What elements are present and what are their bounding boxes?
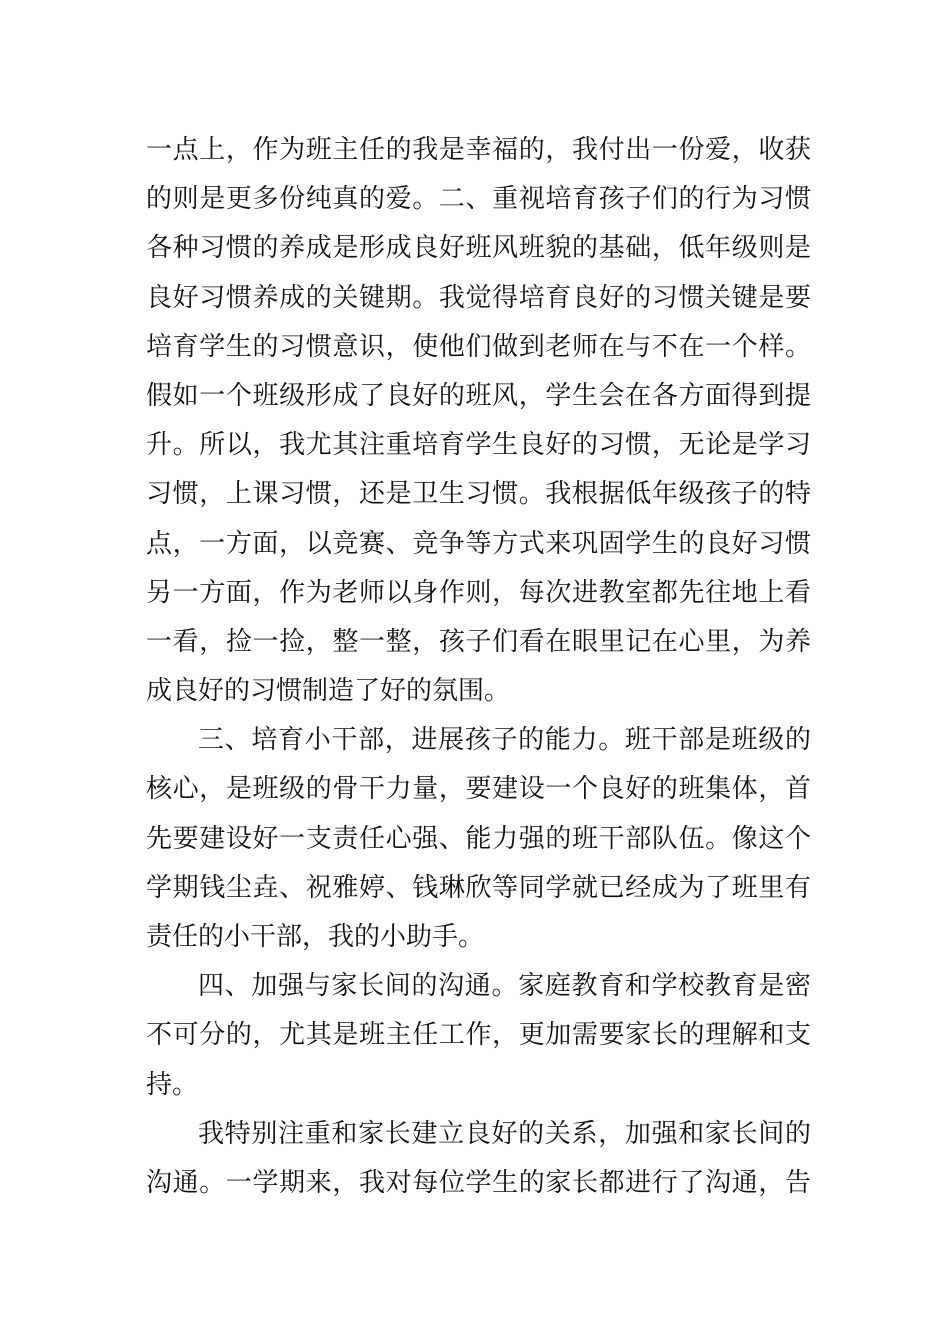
text-line: 核心，是班级的骨干力量，要建设一个良好的班集体，首 <box>146 774 811 805</box>
text-line: 一看，捡一捡，整一整，孩子们看在眼里记在心里，为养 <box>146 626 811 657</box>
text-line: 不可分的，尤其是班主任工作，更加需要家长的理解和支 <box>146 1020 811 1051</box>
text-line: 先要建设好一支责任心强、能力强的班干部队伍。像这个 <box>146 823 811 854</box>
text-line: 三、培育小干部，进展孩子的能力。班干部是班级的 <box>198 725 811 756</box>
text-line: 习惯，上课习惯，还是卫生习惯。我根据低年级孩子的特 <box>146 479 811 510</box>
text-line: 各种习惯的养成是形成良好班风班貌的基础，低年级则是 <box>146 233 811 264</box>
text-line: 成良好的习惯制造了好的氛围。 <box>146 676 511 707</box>
text-line: 培育学生的习惯意识，使他们做到老师在与不在一个样。 <box>146 331 811 362</box>
body-text <box>146 126 811 1208</box>
text-line: 学期钱尘垚、祝雅婷、钱琳欣等同学就已经成为了班里有 <box>146 872 811 903</box>
text-line: 另一方面，作为老师以身作则，每次进教室都先往地上看 <box>146 577 811 608</box>
text-line: 升。所以，我尤其注重培育学生良好的习惯，无论是学习 <box>146 430 811 461</box>
text-line: 良好习惯养成的关键期。我觉得培育良好的习惯关键是要 <box>146 282 811 313</box>
text-line: 假如一个班级形成了良好的班风，学生会在各方面得到提 <box>146 380 811 411</box>
text-line: 我特别注重和家长建立良好的关系，加强和家长间的 <box>198 1118 811 1149</box>
text-line: 沟通。一学期来，我对每位学生的家长都进行了沟通，告 <box>146 1167 811 1198</box>
text-line: 一点上，作为班主任的我是幸福的，我付出一份爱，收获 <box>146 135 811 165</box>
text-line: 点，一方面，以竞赛、竞争等方式来巩固学生的良好习惯 <box>146 528 811 559</box>
text-line: 持。 <box>146 1069 199 1100</box>
text-line: 责任的小干部，我的小助手。 <box>146 922 485 952</box>
text-line: 的则是更多份纯真的爱。二、重视培育孩子们的行为习惯 <box>146 184 811 215</box>
text-line: 四、加强与家长间的沟通。家庭教育和学校教育是密 <box>198 971 811 1002</box>
